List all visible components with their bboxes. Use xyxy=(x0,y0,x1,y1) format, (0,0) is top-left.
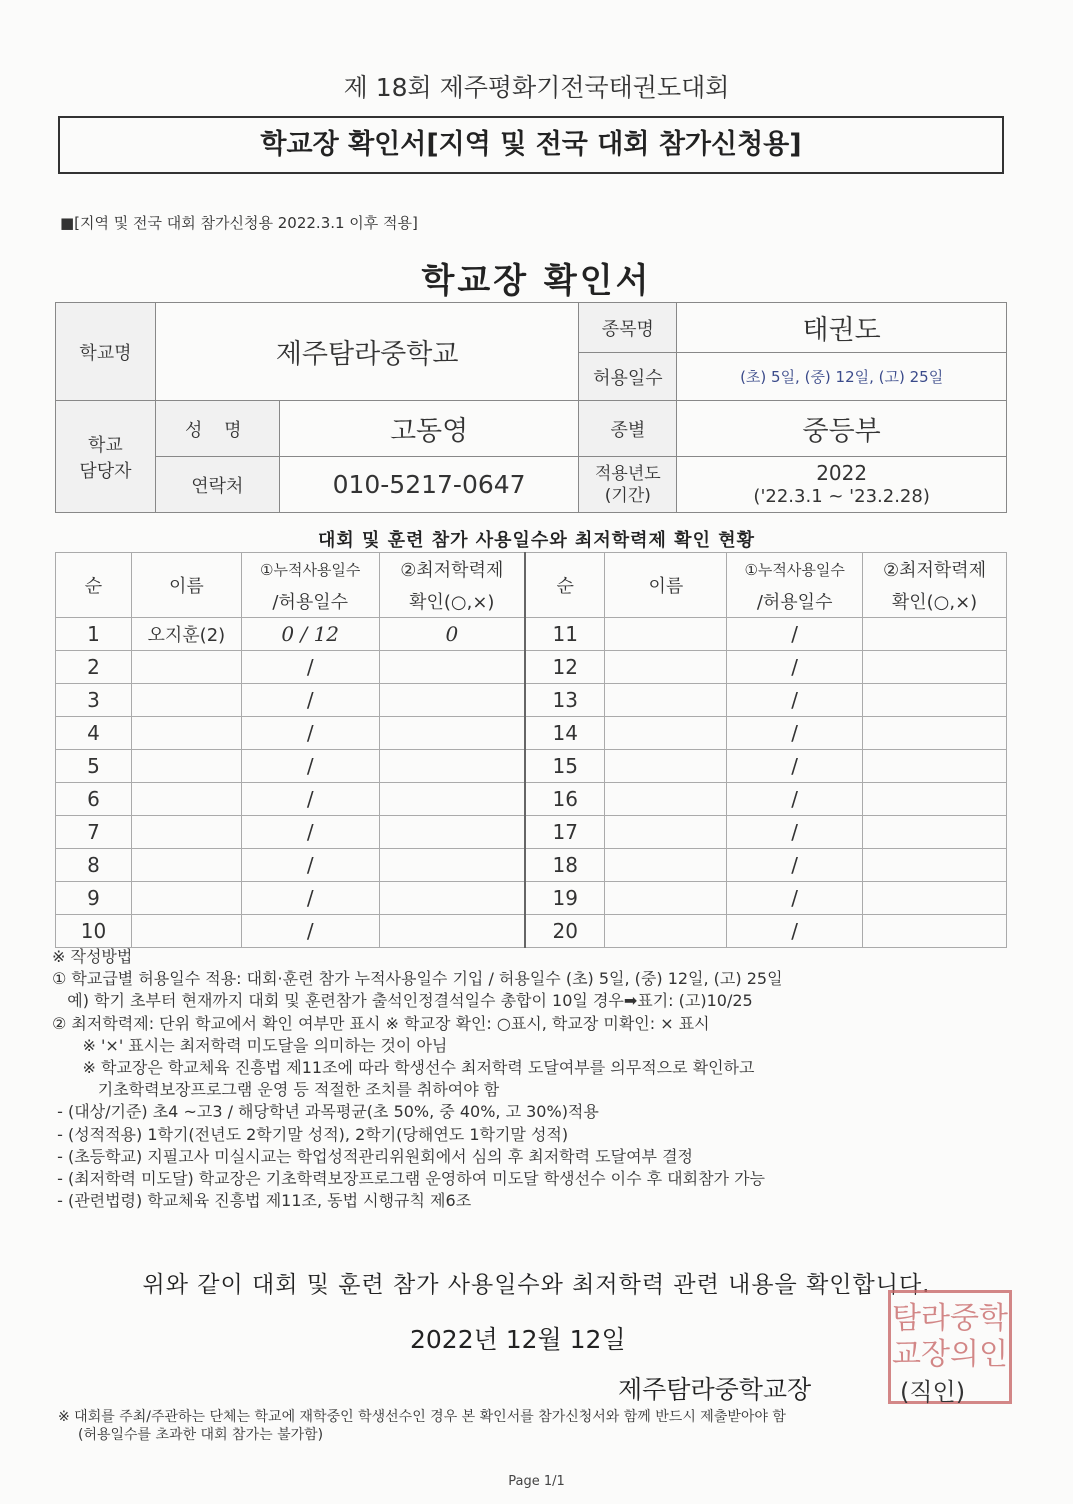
seal-text: 탐라중학 교장의인 xyxy=(892,1301,1008,1372)
row-no: 15 xyxy=(525,750,605,783)
instruction-line: - (최저학력 미도달) 학교장은 기초학력보장프로그램 운영하여 미도달 학생선수 이수 후 대회참가 가능 xyxy=(52,1169,765,1189)
applied-note: ■[지역 및 전국 대회 참가신청용 2022.3.1 이후 적용] xyxy=(60,214,418,232)
instruction-line: - (대상/기준) 초4 ~고3 / 해당학년 과목평균(초 50%, 중 40%, 고 30%)적용 xyxy=(52,1102,599,1122)
row-days: / xyxy=(727,651,863,684)
row-check: 0 xyxy=(379,618,525,651)
row-days: / xyxy=(241,882,379,915)
row-check xyxy=(379,915,525,948)
row-days: / xyxy=(241,684,379,717)
row-check xyxy=(379,717,525,750)
instruction-line: ① 학교급별 허용일수 적용: 대회·훈련 참가 누적사용일수 기입 / 허용일수 (초) 5일, (중) 12일, (고) 25일 xyxy=(52,969,783,989)
header-name: 이름 xyxy=(131,553,241,618)
row-no: 9 xyxy=(56,882,132,915)
row-days: 0 / 12 xyxy=(241,618,379,651)
row-days: / xyxy=(241,816,379,849)
footer-note-1: ※ 대회를 주최/주관하는 단체는 학교에 재학중인 학생선수인 경우 본 확인서를 참가신청서와 함께 반드시 제출받아야 함 xyxy=(58,1409,786,1425)
row-name xyxy=(131,849,241,882)
instruction-line: 기초학력보장프로그램 운영 등 적절한 조치를 취하여야 함 xyxy=(52,1080,500,1100)
row-check xyxy=(863,750,1007,783)
row-days: / xyxy=(727,816,863,849)
contact-value: 010-5217-0647 xyxy=(279,457,579,513)
instruction-line: 예) 학기 초부터 현재까지 대회 및 훈련참가 출석인정결석일수 총합이 10일 경우➡표기: (고)10/25 xyxy=(52,991,753,1011)
row-name xyxy=(131,816,241,849)
school-name: 제주탐라중학교 xyxy=(155,303,579,401)
row-check xyxy=(379,816,525,849)
instruction-line: ※ 학교장은 학교체육 진흥법 제11조에 따라 학생선수 최저학력 도달여부를 의무적으로 확인하고 xyxy=(52,1058,755,1078)
row-days: / xyxy=(727,750,863,783)
table-header-row xyxy=(56,553,1007,586)
header-days-2-right: /허용일수 xyxy=(727,585,863,618)
row-no: 8 xyxy=(56,849,132,882)
row-check xyxy=(863,816,1007,849)
row-days: / xyxy=(241,915,379,948)
row-name: 오지훈(2) xyxy=(131,618,241,651)
row-name xyxy=(605,783,727,816)
header-check-1-right: ②최저학력제 xyxy=(863,553,1007,586)
header-no-right: 순 xyxy=(525,553,605,618)
row-days: / xyxy=(241,717,379,750)
table-row xyxy=(56,684,1007,717)
row-days: / xyxy=(727,717,863,750)
row-days: / xyxy=(241,849,379,882)
year-value: 2022 xyxy=(816,460,868,485)
row-check xyxy=(379,882,525,915)
row-no: 6 xyxy=(56,783,132,816)
division-value: 중등부 xyxy=(677,401,1007,457)
manager-label: 학교 담당자 xyxy=(56,401,156,513)
row-no: 18 xyxy=(525,849,605,882)
row-check xyxy=(863,783,1007,816)
sport-label: 종목명 xyxy=(579,303,677,353)
instruction-line: - (성적적용) 1학기(전년도 2학기말 성적), 2학기(당해연도 1학기말 성적) xyxy=(52,1124,569,1144)
row-check xyxy=(863,717,1007,750)
seal-mark: (직인) xyxy=(900,1378,966,1406)
header-no: 순 xyxy=(56,553,132,618)
row-name xyxy=(605,750,727,783)
event-title: 제 18회 제주평화기전국태권도대회 xyxy=(343,73,730,102)
row-days: / xyxy=(727,882,863,915)
row-name xyxy=(605,915,727,948)
school-label: 학교명 xyxy=(56,303,156,401)
table-row xyxy=(56,717,1007,750)
row-name xyxy=(605,882,727,915)
row-no: 1 xyxy=(56,618,132,651)
manager-name: 고동영 xyxy=(279,401,579,457)
row-check xyxy=(379,651,525,684)
allow-label: 허용일수 xyxy=(579,353,677,401)
row-name xyxy=(131,684,241,717)
row-days: / xyxy=(241,783,379,816)
row-no: 16 xyxy=(525,783,605,816)
row-check xyxy=(863,915,1007,948)
row-no: 4 xyxy=(56,717,132,750)
row-check xyxy=(379,783,525,816)
row-check xyxy=(863,849,1007,882)
year-cell xyxy=(677,457,1007,513)
name-label: 성 명 xyxy=(155,401,279,457)
header-days-1-right: ①누적사용일수 xyxy=(727,553,863,586)
row-name xyxy=(605,618,727,651)
row-check xyxy=(379,684,525,717)
row-name xyxy=(605,684,727,717)
row-days: / xyxy=(727,618,863,651)
table-row xyxy=(56,915,1007,948)
row-days: / xyxy=(727,783,863,816)
row-no: 10 xyxy=(56,915,132,948)
header-check-2-right: 확인(○,×) xyxy=(863,585,1007,618)
table-row xyxy=(56,618,1007,651)
instruction-line: ※ 작성방법 xyxy=(52,947,133,966)
row-no: 3 xyxy=(56,684,132,717)
document-title: 학교장 확인서 xyxy=(421,261,652,301)
issue-date: 2022년 12월 12일 xyxy=(410,1325,626,1354)
row-name xyxy=(131,882,241,915)
row-name xyxy=(131,783,241,816)
row-no: 7 xyxy=(56,816,132,849)
row-name xyxy=(131,915,241,948)
row-name xyxy=(131,717,241,750)
header-days-2: /허용일수 xyxy=(241,585,379,618)
instructions xyxy=(52,946,1012,1212)
row-check xyxy=(379,750,525,783)
row-name xyxy=(605,651,727,684)
instruction-line: ② 최저학력제: 단위 학교에서 확인 여부만 표시 ※ 학교장 확인: ○표시, 학교장 미확인: × 표시 xyxy=(52,1013,710,1033)
row-name xyxy=(131,750,241,783)
row-check xyxy=(863,651,1007,684)
footer-note-2: (허용일수를 초과한 대회 참가는 불가함) xyxy=(78,1427,324,1443)
row-days: / xyxy=(727,849,863,882)
status-subtitle: 대회 및 훈련 참가 사용일수와 최저학력제 확인 현황 xyxy=(317,530,755,551)
sport-value: 태권도 xyxy=(677,303,1007,353)
header-check-1: ②최저학력제 xyxy=(379,553,525,586)
footer-note xyxy=(58,1408,1018,1444)
row-check xyxy=(863,882,1007,915)
school-info-table xyxy=(55,302,1007,513)
row-no: 5 xyxy=(56,750,132,783)
row-check xyxy=(379,849,525,882)
row-no: 11 xyxy=(525,618,605,651)
page-number: Page 1/1 xyxy=(508,1474,565,1489)
row-no: 2 xyxy=(56,651,132,684)
table-row xyxy=(56,849,1007,882)
participant-table xyxy=(55,552,1007,948)
header-days-1: ①누적사용일수 xyxy=(241,553,379,586)
header-name-right: 이름 xyxy=(605,553,727,618)
instruction-line: - (관련법령) 학교체육 진흥법 제11조, 동법 시행규칙 제6조 xyxy=(52,1191,472,1211)
period-value: ('22.3.1 ~ '23.2.28) xyxy=(753,485,930,507)
table-row xyxy=(56,651,1007,684)
table-row xyxy=(56,750,1007,783)
table-row xyxy=(56,783,1007,816)
row-days: / xyxy=(241,651,379,684)
row-no: 17 xyxy=(525,816,605,849)
row-name xyxy=(605,849,727,882)
row-name xyxy=(605,816,727,849)
row-check xyxy=(863,684,1007,717)
allow-value: (초) 5일, (중) 12일, (고) 25일 xyxy=(677,353,1007,401)
year-label: 적용년도 (기간) xyxy=(579,457,677,513)
contact-label: 연락처 xyxy=(155,457,279,513)
instruction-line: ※ '×' 표시는 최저학력 미도달을 의미하는 것이 아님 xyxy=(52,1035,448,1055)
form-title-box: 학교장 확인서[지역 및 전국 대회 참가신청용] xyxy=(58,116,1004,174)
principal-name: 제주탐라중학교장 xyxy=(618,1375,812,1404)
row-no: 20 xyxy=(525,915,605,948)
row-no: 13 xyxy=(525,684,605,717)
table-row xyxy=(56,816,1007,849)
header-check-2: 확인(○,×) xyxy=(379,585,525,618)
row-days: / xyxy=(727,684,863,717)
row-no: 14 xyxy=(525,717,605,750)
table-row xyxy=(56,882,1007,915)
row-no: 12 xyxy=(525,651,605,684)
row-no: 19 xyxy=(525,882,605,915)
row-days: / xyxy=(241,750,379,783)
confirm-statement: 위와 같이 대회 및 훈련 참가 사용일수와 최저학력 관련 내용을 확인합니다. xyxy=(142,1272,931,1298)
instruction-line: - (초등학교) 지필고사 미실시교는 학업성적관리위원회에서 심의 후 최저학력 도달여부 결정 xyxy=(52,1146,693,1166)
division-label: 종별 xyxy=(579,401,677,457)
row-name xyxy=(131,651,241,684)
row-days: / xyxy=(727,915,863,948)
row-check xyxy=(863,618,1007,651)
row-name xyxy=(605,717,727,750)
